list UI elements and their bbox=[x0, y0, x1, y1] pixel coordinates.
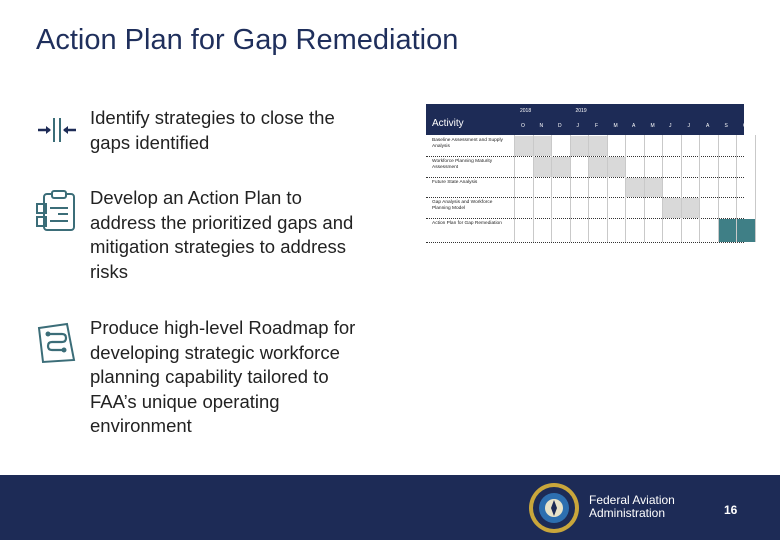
gantt-column-divider bbox=[551, 135, 552, 242]
gantt-row-divider bbox=[426, 156, 744, 157]
item-text-identify-strategies: Identify strategies to close the gaps identified bbox=[90, 107, 335, 153]
gantt-row-divider bbox=[426, 218, 744, 219]
gantt-year-2019: 2019 bbox=[575, 108, 587, 114]
gantt-month-7: M bbox=[650, 123, 655, 129]
gantt-bar-cell bbox=[662, 198, 681, 218]
faa-seal-logo bbox=[528, 482, 580, 534]
gantt-month-0: O bbox=[521, 123, 525, 129]
gantt-bar-cell bbox=[533, 136, 552, 156]
gantt-column-divider bbox=[533, 135, 534, 242]
gantt-bar-cell bbox=[607, 157, 626, 177]
page-title: Action Plan for Gap Remediation bbox=[36, 24, 459, 56]
gantt-column-divider bbox=[607, 135, 608, 242]
gantt-month-3: J bbox=[576, 123, 579, 129]
gantt-bar-cell bbox=[644, 178, 663, 197]
gantt-column-divider bbox=[588, 135, 589, 242]
clipboard-checklist-icon bbox=[34, 188, 80, 234]
gantt-activity-label: Gap Analysis and Workforce Planning Model bbox=[432, 200, 493, 211]
gantt-activity-label: Action Plan for Gap Remediation bbox=[432, 221, 502, 226]
gantt-bar-cell bbox=[570, 136, 589, 156]
gantt-column-divider bbox=[699, 135, 700, 242]
gantt-column-divider bbox=[570, 135, 571, 242]
gantt-activity-label: Workforce Planning Maturity Assessment bbox=[432, 159, 493, 170]
gantt-column-divider bbox=[625, 135, 626, 242]
gantt-month-5: M bbox=[613, 123, 618, 129]
gantt-column-divider bbox=[755, 135, 756, 242]
gantt-month-6: A bbox=[632, 123, 636, 129]
gantt-bar-cell bbox=[514, 136, 533, 156]
gantt-month-4: F bbox=[595, 123, 599, 129]
gantt-bar-cell bbox=[588, 157, 607, 177]
gantt-bar-cell bbox=[718, 219, 737, 242]
gantt-bar-cell bbox=[588, 136, 607, 156]
gantt-column-divider bbox=[736, 135, 737, 242]
gantt-bar-cell bbox=[625, 178, 644, 197]
gantt-row-divider bbox=[426, 242, 744, 243]
gantt-month-11: S bbox=[724, 123, 728, 129]
gantt-column-divider bbox=[514, 135, 515, 242]
arrows-converge-icon bbox=[34, 108, 80, 154]
gantt-column-divider bbox=[662, 135, 663, 242]
gantt-column-divider bbox=[644, 135, 645, 242]
gantt-activity-label: Future State Analysis bbox=[432, 180, 478, 185]
roadmap-route-icon bbox=[34, 320, 80, 366]
page-number: 16 bbox=[724, 503, 738, 517]
gantt-activity-label: Baseline Assessment and Supply Analysis bbox=[432, 138, 503, 149]
gantt-month-2: D bbox=[558, 123, 562, 129]
gantt-column-divider bbox=[681, 135, 682, 242]
gantt-row-divider bbox=[426, 177, 744, 178]
gantt-month-12: O bbox=[743, 123, 747, 129]
gantt-month-1: N bbox=[539, 123, 544, 129]
gantt-year-2018: 2018 bbox=[520, 108, 532, 114]
gantt-month-8: J bbox=[669, 123, 672, 129]
gantt-bar-cell bbox=[533, 157, 552, 177]
gantt-chart bbox=[426, 104, 747, 242]
gantt-activity-header: Activity bbox=[432, 118, 464, 129]
gantt-header bbox=[426, 104, 747, 135]
gantt-bar-cell bbox=[681, 198, 700, 218]
faa-agency-name: Federal Aviation Administration bbox=[589, 493, 675, 520]
gantt-month-9: J bbox=[687, 123, 690, 129]
gantt-column-divider bbox=[718, 135, 719, 242]
item-text-action-plan: Develop an Action Plan to address the prioritized gaps and mitigation strategies to address risks bbox=[90, 187, 354, 282]
gantt-month-10: A bbox=[706, 123, 710, 129]
item-text-roadmap: Produce high-level Roadmap for developing strategic workforce planning capability tailored to FAA’s unique operating environment bbox=[90, 317, 356, 436]
gantt-bar-cell bbox=[736, 219, 755, 242]
gantt-bar-cell bbox=[551, 157, 570, 177]
